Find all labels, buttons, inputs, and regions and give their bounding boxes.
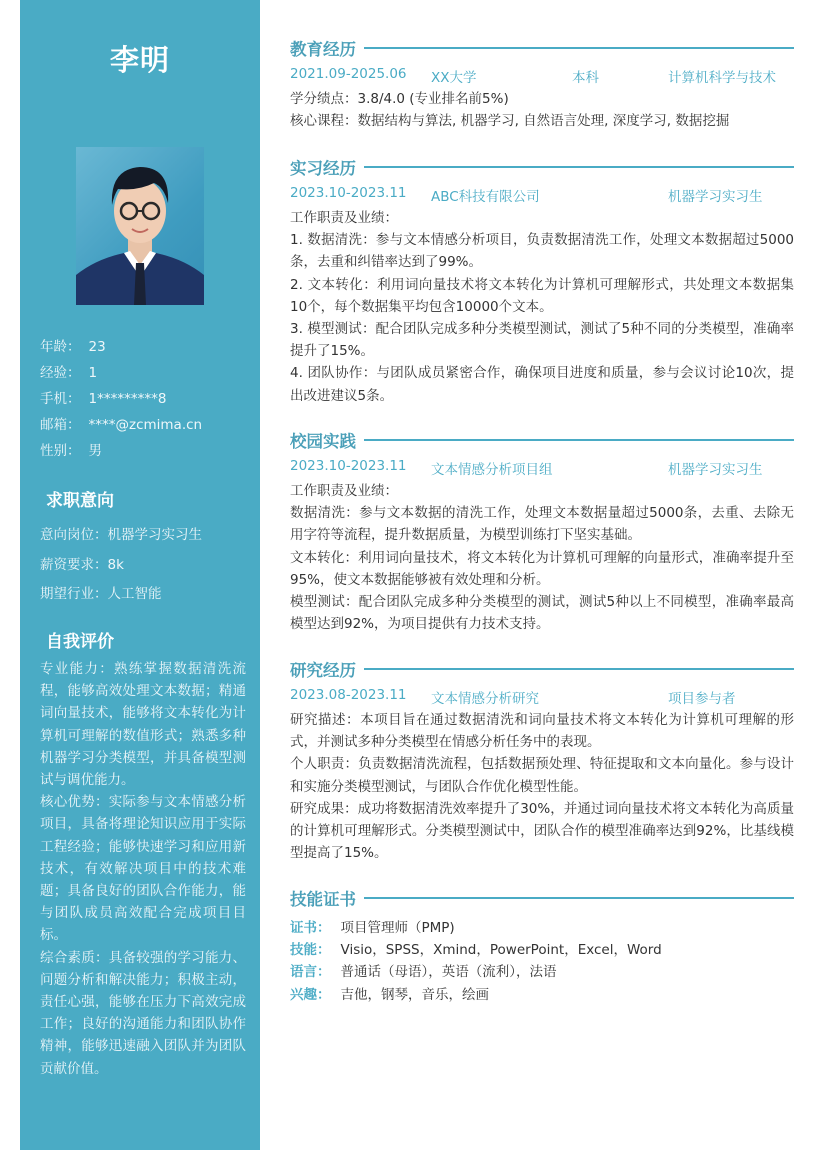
research-role: 项目参与者 <box>668 691 736 707</box>
intern-line: 1. 数据清洗：参与文本情感分析项目，负责数据清洗工作，处理文本数据超过5000条，去重和纠错率达到了99%。 <box>290 232 794 271</box>
divider <box>364 897 794 899</box>
basic-info <box>40 334 202 464</box>
candidate-name: 李明 <box>109 43 170 77</box>
campus-org: 文本情感分析项目组 <box>431 462 553 478</box>
edu-courses: 核心课程：数据结构与算法, 机器学习, 自然语言处理, 深度学习, 数据挖掘 <box>290 113 730 130</box>
info-experience: 经验： 1 <box>40 365 98 381</box>
research-line: 研究描述：本项目旨在通过数据清洗和词向量技术将文本转化为计算机可理解的形式，并测试多种分类模型在情感分析任务中的表现。 <box>290 712 794 751</box>
research-line: 个人职责：负责数据清洗流程，包括数据预处理、特征提取和文本向量化。参与设计和实施分类模型测试，与团队合作优化模型性能。 <box>290 756 794 795</box>
campus-line: 模型测试：配合团队完成多种分类模型的测试，测试5种以上不同模型，准确率最高模型达到92%，为项目提供有力技术支持。 <box>290 594 794 633</box>
edu-school: XX大学 <box>431 70 477 86</box>
skill-languages: 语言： 普通话（母语），英语（流利），法语 <box>290 964 557 981</box>
education-heading: 教育经历 <box>290 40 356 59</box>
intent-heading: 求职意向 <box>46 491 114 511</box>
info-gender: 性别： 男 <box>40 443 102 459</box>
campus-line: 文本转化：利用词向量技术，将文本转化为计算机可理解的向量形式，准确率提升至95%，使文本数据能够被有效处理和分析。 <box>290 549 794 588</box>
campus-section <box>290 427 794 635</box>
intent-salary: 薪资要求：8k <box>40 556 124 573</box>
intern-period: 2023.10-2023.11 <box>290 185 407 201</box>
divider <box>364 47 794 49</box>
campus-period: 2023.10-2023.11 <box>290 458 407 474</box>
intent-position: 意向岗位：机器学习实习生 <box>40 527 202 543</box>
info-email: 邮箱： ****@zcmima.cn <box>40 417 203 433</box>
eval-professional: 专业能力：熟练掌握数据清洗流程，能够高效处理文本数据；精通词向量技术，能够将文本转化为计算机可理解的数值形式；熟悉多种机器学习分类模型，并具备模型测试与调优能力。 <box>40 661 246 789</box>
research-period: 2023.08-2023.11 <box>290 687 407 703</box>
campus-heading: 校园实践 <box>290 432 356 451</box>
eval-qualities: 综合素质：具备较强的学习能力、问题分析和解决能力；积极主动，责任心强，能够在压力下高效完成工作；良好的沟通能力和团队协作精神，能够迅速融入团队并为团队贡献价值。 <box>40 949 246 1077</box>
job-intent <box>40 521 202 610</box>
skills-section <box>290 885 794 1006</box>
edu-major: 计算机科学与技术 <box>668 70 776 86</box>
internship-heading: 实习经历 <box>290 159 356 178</box>
edu-gpa: 学分绩点：3.8/4.0 (专业排名前5%) <box>290 91 509 107</box>
intern-company: ABC科技有限公司 <box>431 189 540 205</box>
intern-line: 2. 文本转化：利用词向量技术将文本转化为计算机可理解形式，共处理文本数据集10个，每个数据集平均包含10000个文本。 <box>290 276 794 315</box>
sidebar <box>20 0 260 1150</box>
divider <box>364 668 794 670</box>
profile-photo <box>76 147 204 305</box>
skill-tools: 技能： Visio，SPSS，Xmind，PowerPoint，Excel，Word <box>290 942 662 959</box>
intern-line: 3. 模型测试：配合团队完成多种分类模型测试，测试了5种不同的分类模型，准确率提升了15%。 <box>290 321 794 360</box>
research-heading: 研究经历 <box>290 661 356 680</box>
divider <box>364 166 794 168</box>
info-age: 年龄： 23 <box>40 339 106 355</box>
campus-line: 数据清洗：参与文本数据的清洗工作，处理文本数据量超过5000条，去重、去除无用字符等流程，提升数据质量，为模型训练打下坚实基础。 <box>290 505 794 544</box>
intent-industry: 期望行业：人工智能 <box>40 586 162 602</box>
skill-interests: 兴趣： 吉他，钢琴，音乐，绘画 <box>290 986 489 1003</box>
divider <box>364 439 794 441</box>
intern-line: 4. 团队协作：与团队成员紧密合作，确保项目进度和质量，参与会议讨论10次，提出改进建议5条。 <box>290 365 794 404</box>
research-section <box>290 656 794 864</box>
intern-line: 工作职责及业绩： <box>290 210 398 226</box>
research-line: 研究成果：成功将数据清洗效率提升了30%，并通过词向量技术将文本转化为高质量的计算机可理解形式。分类模型测试中，团队合作的模型准确率达到92%，比基线模型提高了15%。 <box>290 800 794 862</box>
info-phone: 手机： 1*********8 <box>40 391 167 407</box>
campus-role: 机器学习实习生 <box>668 462 763 478</box>
eval-strengths: 核心优势：实际参与文本情感分析项目，具备将理论知识应用于实际工程经验；能够快速学习和应用新技术，有效解决项目中的技术难题；具备良好的团队合作能力，能与团队成员高效配合完成项目目标。 <box>40 794 246 944</box>
self-evaluation <box>40 658 246 1080</box>
skills-heading: 技能证书 <box>290 890 356 909</box>
edu-period: 2021.09-2025.06 <box>290 66 407 82</box>
campus-line: 工作职责及业绩： <box>290 483 398 499</box>
skill-certificate: 证书： 项目管理师（PMP) <box>290 920 455 936</box>
edu-degree: 本科 <box>572 70 599 86</box>
internship-section <box>290 154 794 407</box>
research-project: 文本情感分析研究 <box>431 691 539 707</box>
intern-role: 机器学习实习生 <box>668 189 763 205</box>
evaluation-heading: 自我评价 <box>46 632 114 652</box>
education-section <box>290 35 794 132</box>
